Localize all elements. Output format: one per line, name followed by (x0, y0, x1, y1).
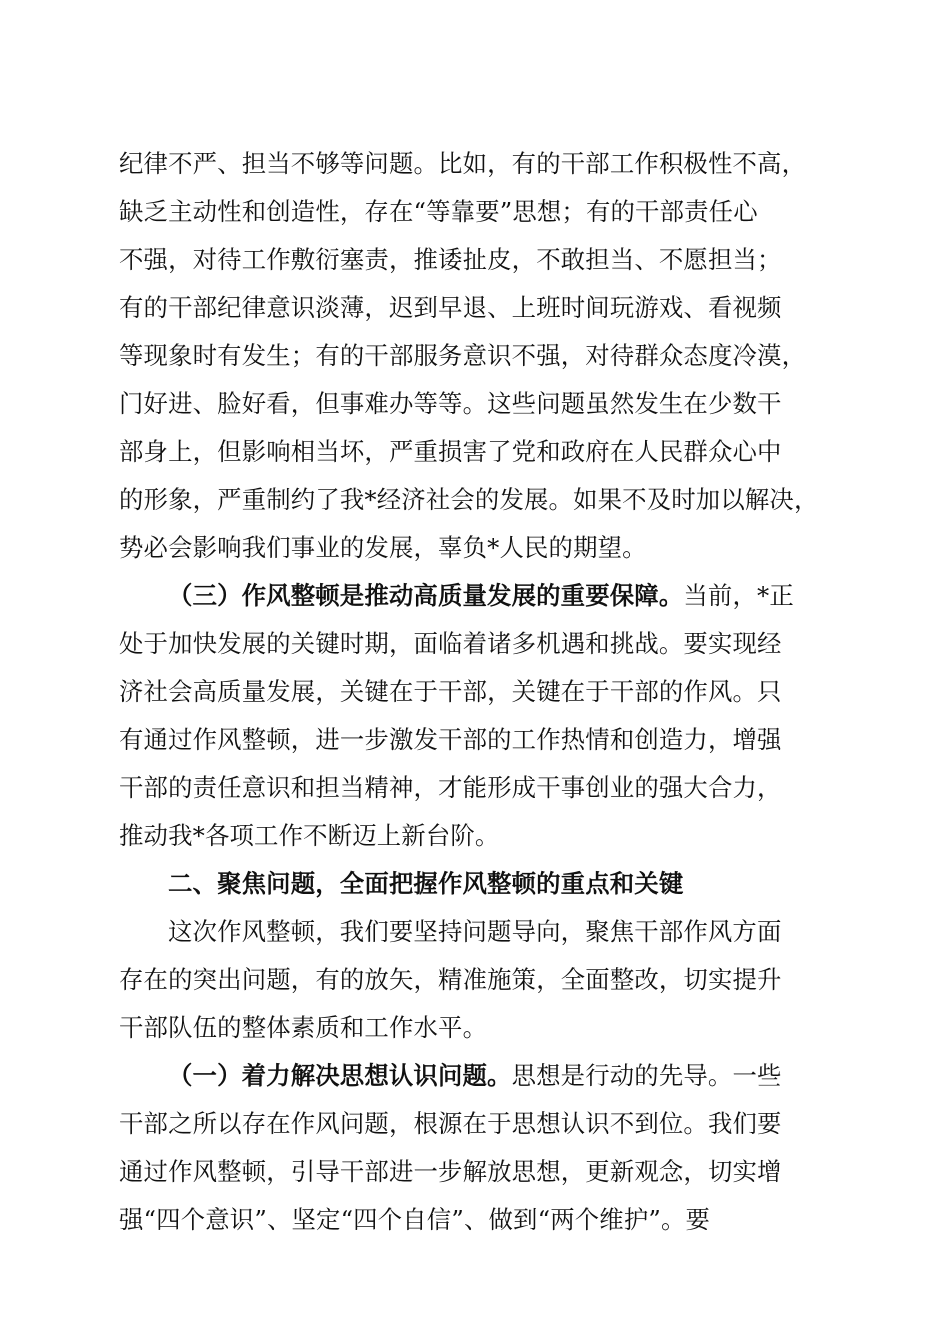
text-line: 缺乏主动性和创造性，存在“等靠要”思想；有的干部责任心 (119, 197, 758, 226)
text-line: 不强，对待工作敷衍塞责，推诿扯皮，不敢担当、不愿担当； (119, 245, 782, 274)
text-line: 等现象时有发生；有的干部服务意识不强，对待群众态度冷漠， (119, 341, 807, 370)
paragraph-first-line (168, 572, 868, 620)
text-line: 强“四个意识”、坚定“四个自信”、做到“两个维护”。要 (119, 1205, 711, 1234)
text-line: 纪律不严、担当不够等问题。比如，有的干部工作积极性不高， (119, 149, 807, 178)
paragraph-first-line (168, 1052, 868, 1100)
text-segment: 当前，*正 (683, 581, 794, 610)
text-line: 部身上，但影响相当坏，严重损害了党和政府在人民群众心中 (119, 437, 782, 466)
text-line: 处于加快发展的关键时期，面临着诸多机遇和挑战。要实现经 (119, 629, 782, 658)
text-line: 势必会影响我们事业的发展，辜负*人民的期望。 (119, 533, 647, 562)
text-line: 干部之所以存在作风问题，根源在于思想认识不到位。我们要 (119, 1109, 782, 1138)
text-line: 通过作风整顿，引导干部进一步解放思想，更新观念，切实增 (119, 1157, 782, 1186)
text-line: 存在的突出问题，有的放矢，精准施策，全面整改，切实提升 (119, 965, 782, 994)
text-line: 有的干部纪律意识淡薄，迟到早退、上班时间玩游戏、看视频 (119, 293, 782, 322)
text-line: 推动我*各项工作不断迈上新台阶。 (119, 821, 500, 850)
section-heading: 二、聚焦问题，全面把握作风整顿的重点和关键 (168, 869, 684, 898)
text-line: 这次作风整顿，我们要坚持问题导向，聚焦干部作风方面 (168, 917, 782, 946)
text-line: 济社会高质量发展，关键在于干部，关键在于干部的作风。只 (119, 677, 782, 706)
subsection-heading: （三）作风整顿是推动高质量发展的重要保障。 (168, 581, 684, 610)
text-line: 干部的责任意识和担当精神，才能形成干事创业的强大合力， (119, 773, 782, 802)
text-segment: 思想是行动的先导。一些 (511, 1061, 782, 1090)
text-line: 的形象，严重制约了我*经济社会的发展。如果不及时加以解决， (119, 485, 819, 514)
text-line: 干部队伍的整体素质和工作水平。 (119, 1013, 488, 1042)
subsection-heading: （一）着力解决思想认识问题。 (168, 1061, 512, 1090)
text-line: 门好进、脸好看，但事难办等等。这些问题虽然发生在少数干 (119, 389, 782, 418)
text-line: 有通过作风整顿，进一步激发干部的工作热情和创造力，增强 (119, 725, 782, 754)
